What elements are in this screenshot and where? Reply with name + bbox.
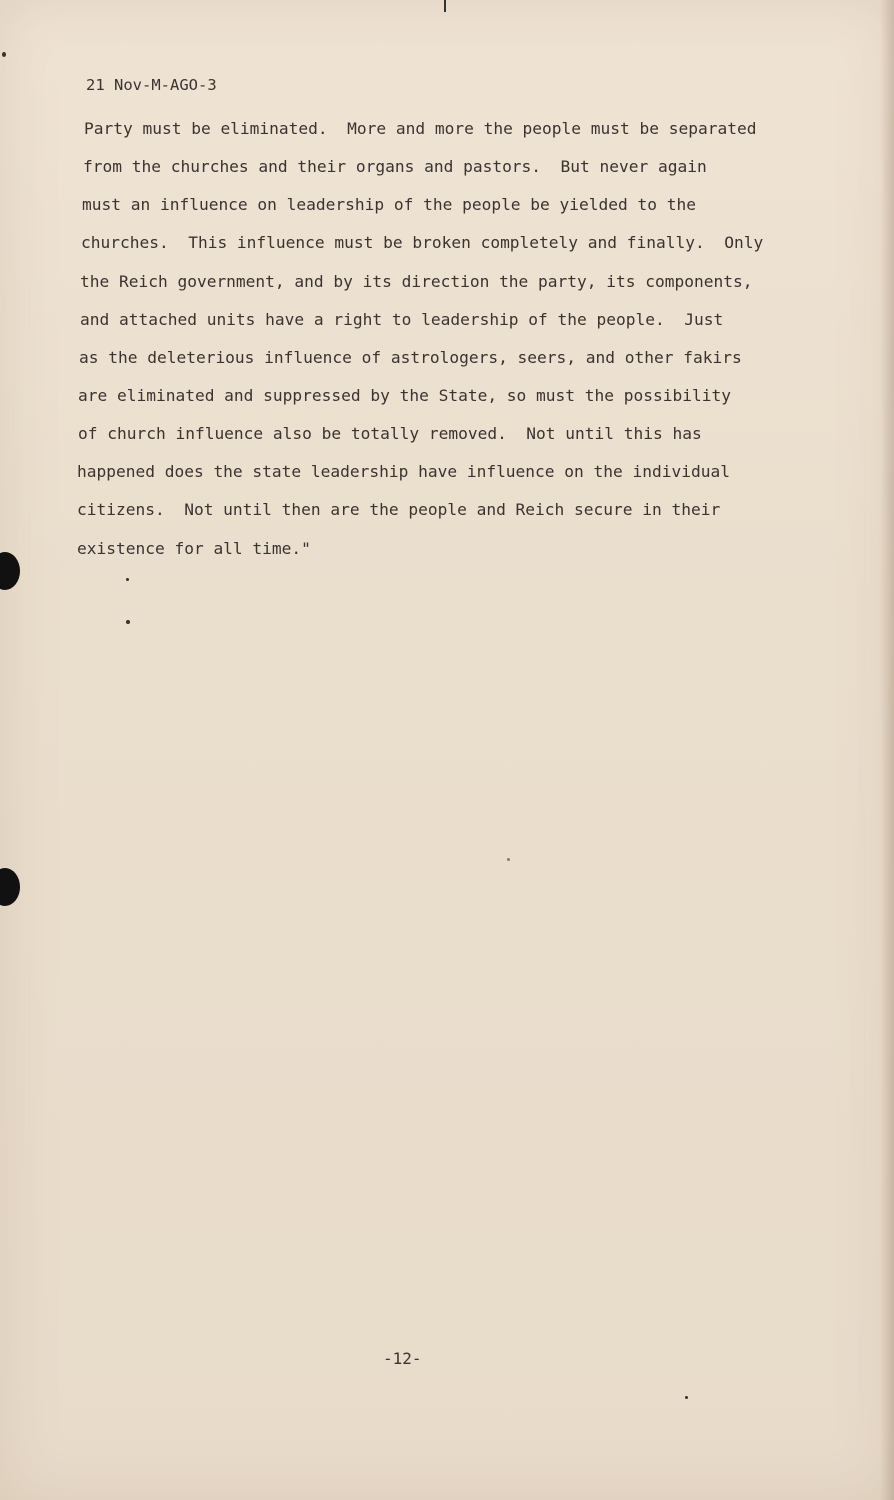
punch-hole-bottom — [0, 868, 20, 906]
document-reference: 21 Nov-M-AGO-3 — [86, 76, 217, 94]
text-line: from the churches and their organs and pastors. But never again — [83, 157, 707, 176]
punch-hole-top — [0, 552, 20, 590]
paper-speck — [126, 578, 129, 581]
paper-speck — [126, 620, 130, 624]
text-line: happened does the state leadership have influence on the individual — [77, 462, 730, 481]
paper-speck — [507, 858, 510, 861]
text-line: churches. This influence must be broken completely and finally. Only — [81, 233, 764, 252]
text-line: the Reich government, and by its direction the party, its components, — [80, 272, 753, 291]
paper-speck — [685, 1396, 688, 1399]
text-line: as the deleterious influence of astrologers, seers, and other fakirs — [79, 348, 742, 367]
text-line: must an influence on leadership of the people be yielded to the — [82, 195, 696, 214]
text-line: Party must be eliminated. More and more the people must be separated — [84, 119, 757, 138]
text-line: citizens. Not until then are the people and Reich secure in their — [77, 500, 721, 519]
text-line: of church influence also be totally removed. Not until this has — [78, 424, 702, 443]
text-line: existence for all time." — [77, 539, 311, 558]
page-edge-shadow — [880, 0, 894, 1500]
text-line: are eliminated and suppressed by the State, so must the possibility — [78, 386, 731, 405]
page-number: -12- — [383, 1349, 422, 1368]
paper-mark — [444, 0, 446, 12]
text-line: and attached units have a right to leadership of the people. Just — [80, 310, 724, 329]
paper-speck — [2, 52, 6, 57]
